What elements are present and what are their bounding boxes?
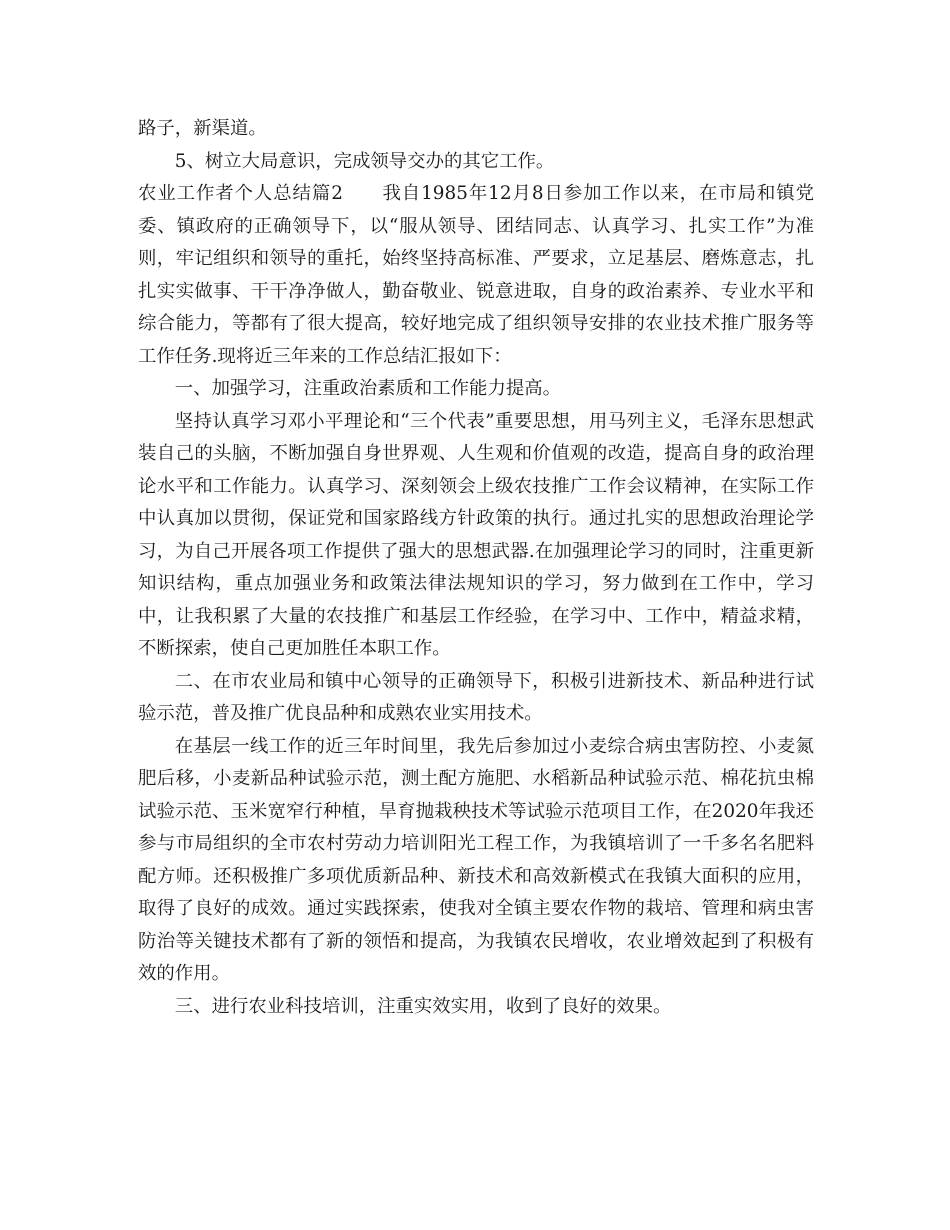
document-body <box>138 113 814 1023</box>
paragraph-study-details: 坚持认真学习邓小平理论和“三个代表”重要思想，用马列主义，毛泽东思想武装自己的头脑，不断加强自身世界观、人生观和价值观的改造，提高自身的政治理论水平和工作能力。认真学习、深刻领会上级农技推广工作会议精神，在实际工作中认真加以贯彻，保证党和国家路线方针政策的执行。通过扎实的思想政治理论学习，为自己开展各项工作提供了强大的思想武器.在加强理论学习的同时，注重更新知识结构，重点加强业务和政策法律法规知识的学习，努力做到在工作中，学习中，让我积累了大量的农技推广和基层工作经验，在学习中、工作中，精益求精，不断探索，使自己更加胜任本职工作。 <box>138 410 814 659</box>
paragraph-section-title-and-intro: 农业工作者个人总结篇2 我自1985年12月8日参加工作以来，在市局和镇党委、镇政府的正确领导下，以“服从领导、团结同志、认真学习、扎实工作”为准则，牢记组织和领导的重托，始终坚持高标准、严要求，立足基层、磨炼意志，扎扎实实做事、干干净净做人，勤奋敬业、锐意进取，自身的政治素养、专业水平和综合能力，等都有了很大提高，较好地完成了组织领导安排的农业技术推广服务等工作任务.现将近三年来的工作总结汇报如下： <box>138 183 814 367</box>
paragraph-heading-3: 三、进行农业科技培训，注重实效实用，收到了良好的效果。 <box>174 995 672 1017</box>
paragraph-heading-1: 一、加强学习，注重政治素质和工作能力提高。 <box>174 378 562 399</box>
paragraph-item-5: 5、树立大局意识，完成领导交办的其它工作。 <box>174 150 555 172</box>
paragraph-demonstration-details: 在基层一线工作的近三年时间里，我先后参加过小麦综合病虫害防控、小麦氮肥后移，小麦新品种试验示范，测土配方施肥、水稻新品种试验示范、棉花抗虫棉试验示范、玉米宽窄行种植，旱育抛栽秧技术等试验示范项目工作，在2020年我还参与市局组织的全市农村劳动力培训阳光工程工作，为我镇培训了一千多名名肥料配方师。还积极推广多项优质新品种、新技术和高效新模式在我镇大面积的应用，取得了良好的成效。通过实践探索，使我对全镇主要农作物的栽培、管理和病虫害防治等关键技术都有了新的领悟和提高，为我镇农民增收，农业增效起到了积极有效的作用。 <box>138 735 814 984</box>
paragraph-continuation: 路子，新渠道。 <box>138 118 267 139</box>
paragraph-heading-2: 二、在市农业局和镇中心领导的正确领导下，积极引进新技术、新品种进行试验示范，普及推广优良品种和成熟农业实用技术。 <box>138 670 814 724</box>
